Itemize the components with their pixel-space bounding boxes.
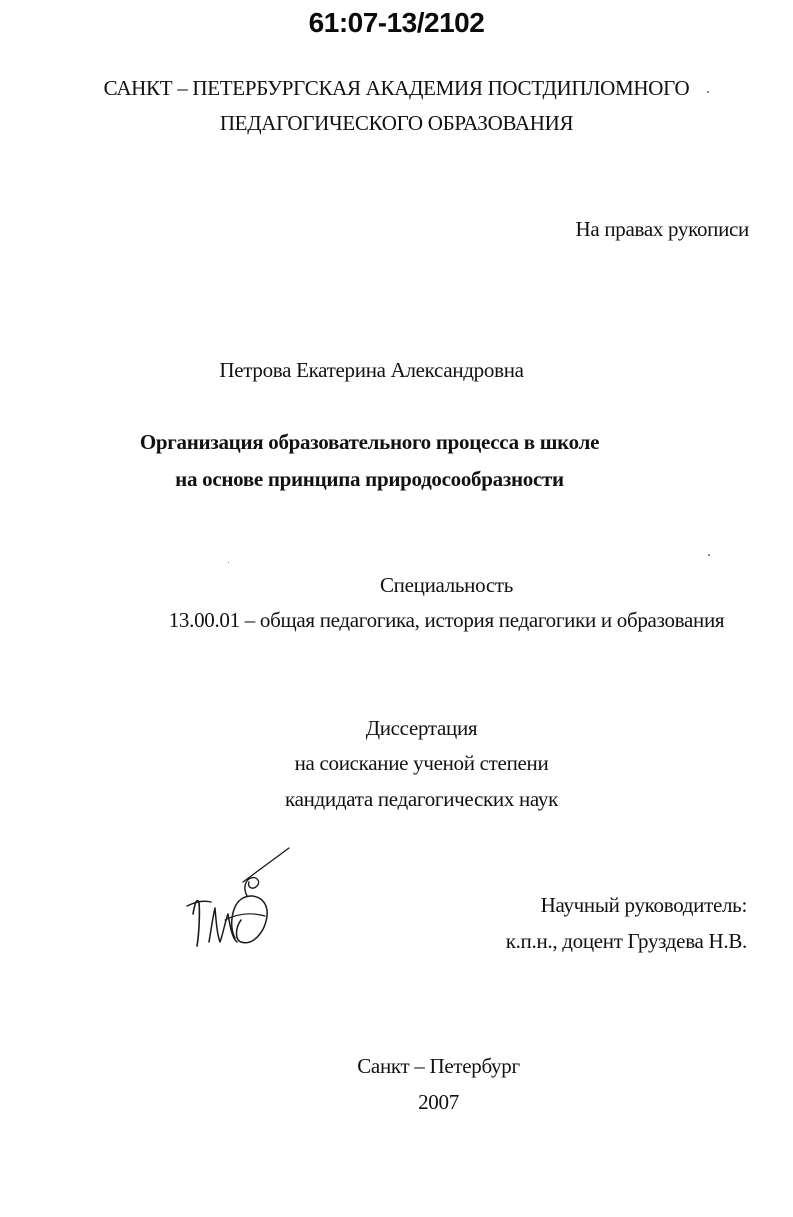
institution-line-1: САНКТ – ПЕТЕРБУРГСКАЯ АКАДЕМИЯ ПОСТДИПЛОМНОГО bbox=[103, 76, 690, 100]
dissertation-degree-line: на соискание ученой степени bbox=[294, 751, 549, 775]
dissertation-field-line: кандидата педагогических наук bbox=[285, 787, 558, 811]
footer-year: 2007 bbox=[418, 1090, 459, 1114]
supervisor-label: Научный руководитель: bbox=[540, 893, 747, 917]
author-signature bbox=[185, 842, 295, 954]
registration-stamp: 61:07-13/2102 bbox=[308, 7, 485, 38]
dissertation-title-line-1: Организация образовательного процесса в школе bbox=[139, 430, 600, 454]
scan-speck bbox=[708, 554, 710, 556]
manuscript-note: На правах рукописи bbox=[575, 217, 749, 241]
author-name: Петрова Екатерина Александровна bbox=[219, 358, 524, 382]
footer-city: Санкт – Петербург bbox=[357, 1054, 520, 1078]
specialty-label: Специальность bbox=[379, 573, 514, 597]
supervisor-name: к.п.н., доцент Груздева Н.В. bbox=[505, 929, 747, 953]
scan-speck bbox=[228, 562, 229, 563]
institution-line-2: ПЕДАГОГИЧЕСКОГО ОБРАЗОВАНИЯ bbox=[219, 111, 574, 135]
dissertation-label: Диссертация bbox=[365, 716, 478, 740]
dissertation-title-line-2: на основе принципа природосообразности bbox=[175, 467, 564, 491]
scan-speck bbox=[707, 91, 709, 93]
specialty-value: 13.00.01 – общая педагогика, история педагогики и образования bbox=[168, 608, 725, 632]
